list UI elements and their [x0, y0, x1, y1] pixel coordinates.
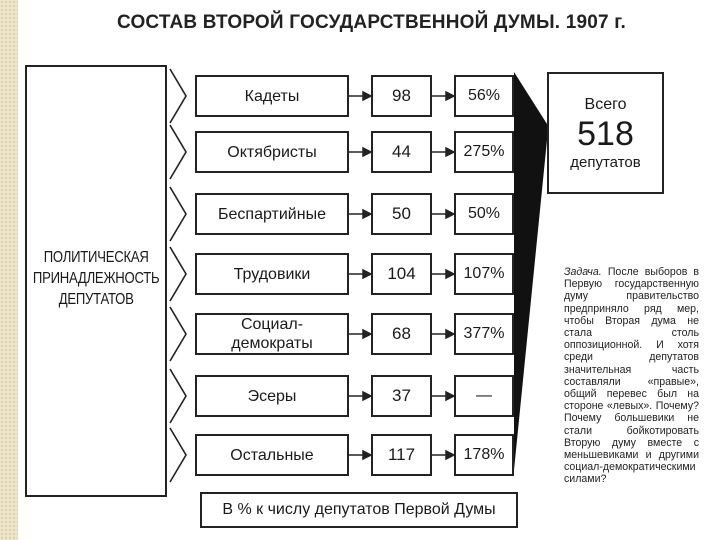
deputy-count: 98	[371, 75, 432, 117]
task-heading: Задача.	[564, 266, 602, 278]
arrow-head	[363, 330, 371, 338]
arrow-head	[446, 92, 454, 100]
arrow-head	[446, 270, 454, 278]
chevron-connector	[170, 369, 186, 423]
chevron-connector	[170, 125, 186, 179]
percent-of-first-duma: 50%	[454, 193, 514, 235]
total-deputies-box	[547, 72, 664, 194]
arrow-head	[363, 92, 371, 100]
side-label-text: ПОЛИТИЧЕСКАЯ ПРИНАДЛЕЖНОСТЬ ДЕПУТАТОВ	[32, 248, 160, 308]
arrow-head	[446, 451, 454, 459]
total-unit: депутатов	[570, 153, 641, 171]
arrow-head	[446, 210, 454, 218]
total-bracket	[514, 72, 547, 470]
arrow-head	[363, 451, 371, 459]
party-label: Октябристы	[195, 131, 349, 173]
arrow-head	[363, 210, 371, 218]
party-label: Остальные	[195, 434, 349, 476]
chevron-connector	[170, 69, 186, 123]
chevron-connector	[170, 307, 186, 361]
deputy-count: 37	[371, 375, 432, 417]
percent-of-first-duma: 275%	[454, 131, 514, 173]
arrow-head	[446, 392, 454, 400]
percent-of-first-duma: 56%	[454, 75, 514, 117]
task-text-block	[564, 266, 699, 486]
chevron-connector	[170, 187, 186, 241]
percent-of-first-duma: 377%	[454, 313, 514, 355]
party-label: Социал-демократы	[195, 313, 349, 355]
percent-of-first-duma: 178%	[454, 434, 514, 476]
chevron-connector	[170, 247, 186, 301]
deputy-count: 117	[371, 434, 432, 476]
deputy-count: 68	[371, 313, 432, 355]
party-label: Кадеты	[195, 75, 349, 117]
arrow-head	[446, 148, 454, 156]
arrow-head	[363, 270, 371, 278]
deputy-count: 50	[371, 193, 432, 235]
arrow-head	[446, 330, 454, 338]
task-body: После выборов в Первую государственную думу правительство предприняло ряд мер, чтобы Вторая дума не стала столь оппозиционной. И хотя среди депутатов значительная часть составляли «правые», общий перевес был на стороне «левых». Почему? Почему большевики не стали бойкотировать Вторую думу вместе с меньшевиками и другими социал-демократическими силами?	[564, 266, 699, 486]
party-label: Эсеры	[195, 375, 349, 417]
arrow-head	[363, 392, 371, 400]
footer-caption: В % к числу депутатов Первой Думы	[200, 492, 518, 528]
percent-of-first-duma: 107%	[454, 253, 514, 295]
chevron-connector	[170, 428, 186, 482]
party-label: Беспартийные	[195, 193, 349, 235]
deputy-count: 44	[371, 131, 432, 173]
deputy-count: 104	[371, 253, 432, 295]
party-label: Трудовики	[195, 253, 349, 295]
total-value: 518	[577, 114, 634, 153]
arrow-head	[363, 148, 371, 156]
page-title: СОСТАВ ВТОРОЙ ГОСУДАРСТВЕННОЙ ДУМЫ. 1907 г.	[117, 12, 626, 33]
total-label: Всего	[584, 95, 627, 113]
percent-of-first-duma: —	[454, 375, 514, 417]
